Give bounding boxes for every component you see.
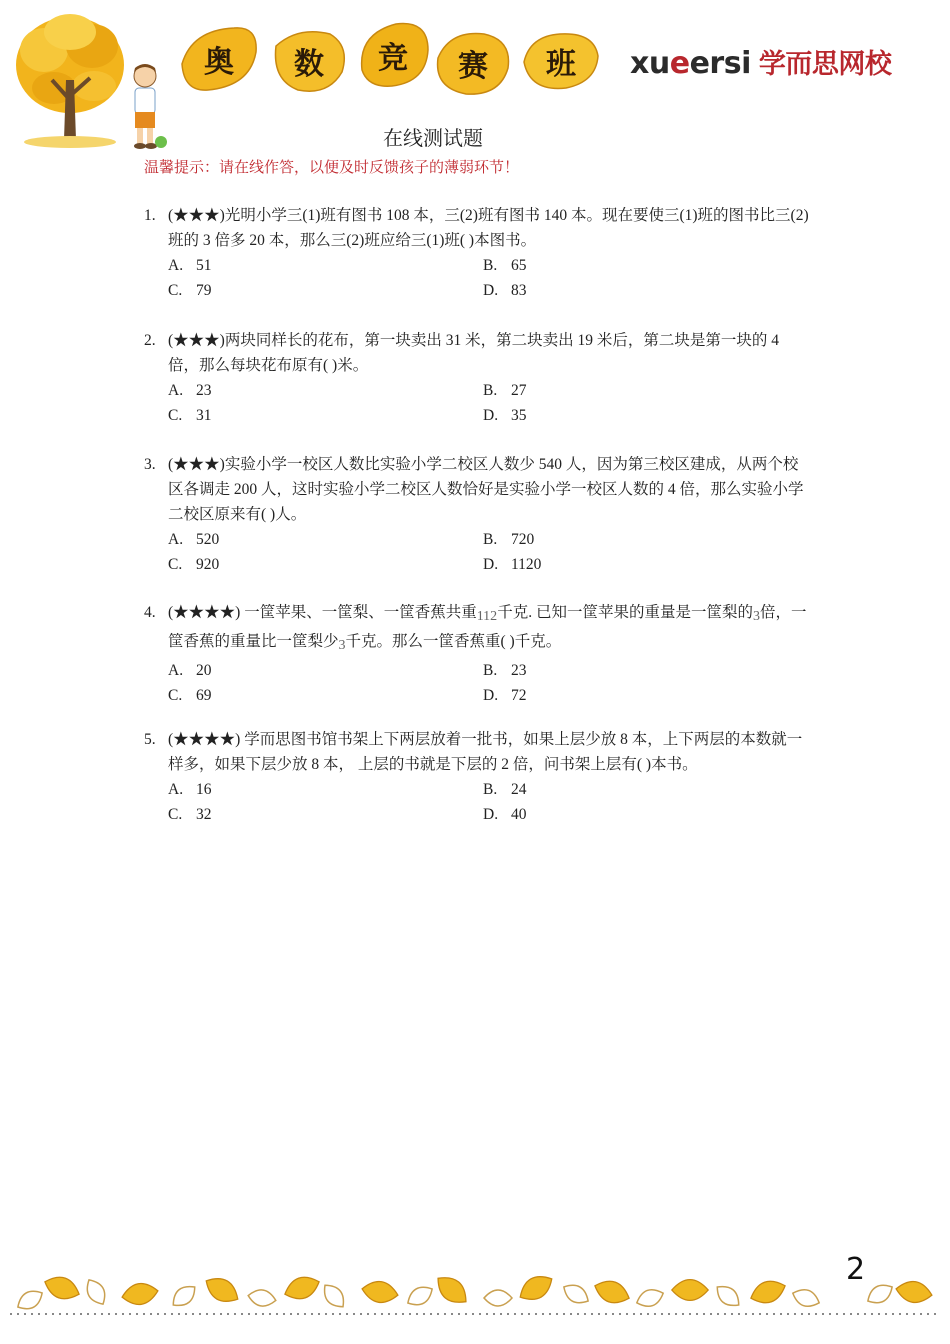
reminder-tip: 温馨提示：请在线作答，以便及时反馈孩子的薄弱环节！ (144, 158, 520, 176)
question-text: (★★★★) 一筐苹果、一筐梨、一筐香蕉共重112千克. 已知一筐苹果的重量是一筐梨的3倍，一筐香蕉的重量比一筐梨少3千克。那么一筐香蕉重( )千克。 (168, 604, 807, 653)
footer-leaf-icon (168, 1281, 200, 1311)
brand-text-part: xu (630, 46, 670, 81)
footer-leaf-icon (712, 1281, 744, 1311)
option-a[interactable]: A. 520 (168, 531, 220, 548)
question-text: (★★★)两块同样长的花布，第一块卖出 31 米，第二块卖出 19 米后，第二块是第一块的 4 倍，那么每块花布原有( )米。 (168, 332, 779, 374)
footer-leaf-icon (790, 1286, 822, 1311)
option-b[interactable]: B. 24 (483, 781, 527, 798)
option-c[interactable]: C. 69 (168, 687, 212, 704)
question-stem (144, 203, 810, 253)
option-d[interactable]: D. 1120 (483, 556, 542, 573)
page-title: 在线测试题 (383, 126, 483, 150)
footer-leaf-icon (247, 1288, 277, 1309)
question-number: 1. (144, 207, 156, 224)
footer-leaf-icon (515, 1270, 557, 1306)
footer-leaf-icon (360, 1279, 399, 1306)
brand-logo (630, 42, 891, 81)
option-b[interactable]: B. 27 (483, 382, 527, 399)
footer-leaf-icon (201, 1272, 243, 1308)
page-number: 2 (846, 1252, 866, 1287)
option-c[interactable]: C. 920 (168, 556, 220, 573)
question-text: (★★★)实验小学一校区人数比实验小学二校区人数少 540 人，因为第三校区建成，从两个校区各调走 200 人，这时实验小学二校区人数恰好是实验小学一校区人数的 4 倍，那么实验小学二校区原来有( )人。 (168, 456, 804, 523)
option-c[interactable]: C. 32 (168, 806, 212, 823)
footer-leaf-icon (431, 1270, 472, 1309)
question-2 (144, 328, 810, 428)
footer-leaf-icon (319, 1280, 349, 1312)
question-number: 3. (144, 456, 156, 473)
option-d[interactable]: D. 35 (483, 407, 527, 424)
option-c[interactable]: C. 79 (168, 282, 212, 299)
option-b[interactable]: B. 65 (483, 257, 527, 274)
question-stem (144, 452, 810, 527)
brand-chinese-name: 学而思网校 (758, 49, 892, 80)
footer-leaf-icon (404, 1282, 436, 1310)
footer-leaf-icon (82, 1276, 110, 1308)
footer-leaf-icon (591, 1276, 632, 1308)
title-leaf-4 (432, 28, 514, 98)
option-a[interactable]: A. 16 (168, 781, 212, 798)
title-char: 赛 (458, 49, 488, 84)
inline-number: 112 (476, 609, 498, 624)
title-char: 班 (546, 47, 576, 82)
title-leaf-5 (520, 26, 602, 96)
option-c[interactable]: C. 31 (168, 407, 212, 424)
question-stem (144, 328, 810, 378)
question-3 (144, 452, 810, 577)
brand-text-accent: e (669, 46, 690, 81)
question-number: 2. (144, 332, 156, 349)
title-leaf-1 (178, 24, 260, 94)
footer-leaf-icon (747, 1276, 788, 1308)
brand-text-part: ersi (689, 46, 751, 81)
option-d[interactable]: D. 83 (483, 282, 527, 299)
footer-leaf-icon (484, 1290, 512, 1306)
footer-leaf-icon (14, 1286, 46, 1314)
question-text: (★★★)光明小学三(1)班有图书 108 本，三(2)班有图书 140 本。现在要使三(1)班的图书比三(2)班的 3 倍多 20 本，那么三(2)班应给三(1)班( )本图书。 (168, 207, 809, 249)
question-stem (144, 600, 810, 658)
question-4 (144, 600, 810, 708)
option-a[interactable]: A. 20 (168, 662, 212, 679)
option-list (144, 777, 810, 827)
footer-leaf-icon (864, 1280, 896, 1308)
title-char: 竞 (378, 41, 408, 76)
option-list (144, 378, 810, 428)
option-list (144, 658, 810, 708)
option-d[interactable]: D. 72 (483, 687, 527, 704)
question-1 (144, 203, 810, 303)
footer-leaf-icon (560, 1280, 592, 1308)
option-b[interactable]: B. 23 (483, 662, 527, 679)
option-b[interactable]: B. 720 (483, 531, 535, 548)
footer-leaf-icon (634, 1286, 666, 1311)
title-leaf-3 (352, 20, 434, 90)
leaf-border-decoration (0, 1248, 950, 1344)
option-a[interactable]: A. 23 (168, 382, 212, 399)
inline-number: 3 (752, 609, 760, 624)
option-a[interactable]: A. 51 (168, 257, 212, 274)
inline-number: 3 (338, 638, 346, 653)
footer-leaf-icon (120, 1281, 159, 1308)
question-number: 4. (144, 604, 156, 621)
option-list (144, 527, 810, 577)
option-list (144, 253, 810, 303)
question-text: (★★★★) 学而思图书馆书架上下两层放着一批书，如果上层少放 8 本，上下两层的本数就一样多，如果下层少放 8 本， 上层的书就是下层的 2 倍，问书架上层有( )本书。 (168, 731, 803, 773)
title-char: 奥 (204, 45, 234, 80)
option-d[interactable]: D. 40 (483, 806, 527, 823)
footer-leaf-icon (672, 1280, 708, 1301)
question-5 (144, 727, 810, 827)
footer-leaf-icon (281, 1272, 322, 1304)
footer-leaf-icon (894, 1279, 933, 1306)
title-leaf-2 (268, 26, 350, 96)
footer-leaf-icon (41, 1272, 82, 1304)
title-char: 数 (294, 47, 324, 82)
question-number: 5. (144, 731, 156, 748)
question-stem (144, 727, 810, 777)
